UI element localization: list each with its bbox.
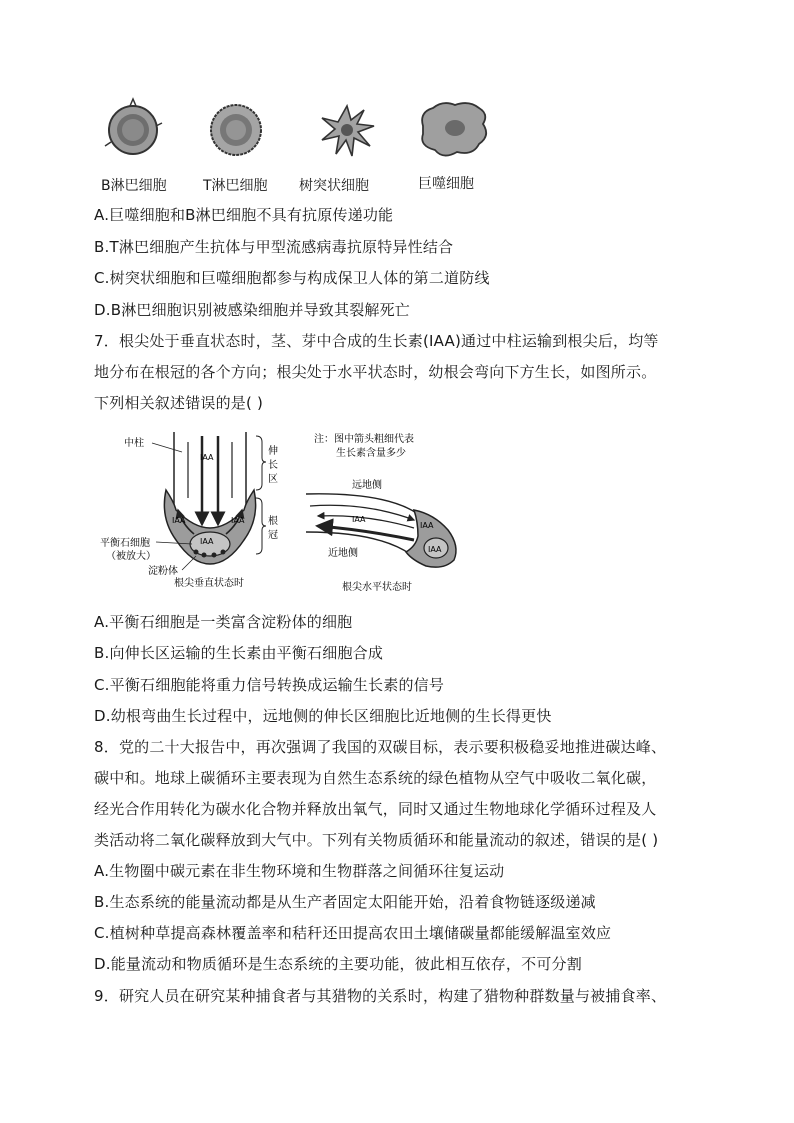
root-tip-figure [96, 428, 476, 603]
q6-option-a: A.巨噬细胞和B淋巴细胞不具有抗原传递功能 [94, 206, 394, 224]
q7-stem-line-3: 下列相关叙述错误的是( ) [94, 394, 264, 412]
q8-stem-line-1: 8．党的二十大报告中，再次强调了我国的双碳目标，表示要积极稳妥地推进碳达峰、 [94, 738, 667, 756]
note-line-2: 生长素含量多少 [336, 448, 406, 459]
q7-stem-line-2: 地分布在根冠的各个方向；根尖处于水平状态时，幼根会弯向下方生长，如图所示。 [94, 363, 657, 381]
caption-vertical: 根尖垂直状态时 [174, 578, 244, 589]
label-chang: 长 [268, 460, 278, 471]
q6-option-c: C.树突状细胞和巨噬细胞都参与构成保卫人体的第二道防线 [94, 269, 490, 287]
q9-stem-line-1: 9．研究人员在研究某种捕食者与其猎物的关系时，构建了猎物种群数量与被捕食率、 [94, 987, 667, 1005]
q8-stem-line-4: 类活动将二氧化碳释放到大气中。下列有关物质循环和能量流动的叙述，错误的是( ) [94, 831, 659, 849]
label-iaa-horizontal: IAA [352, 515, 366, 524]
label-zhongzhu: 中柱 [124, 438, 144, 449]
q8-option-d: D.能量流动和物质循环是生态系统的主要功能，彼此相互依存，不可分割 [94, 955, 582, 973]
dendritic-cell-image [316, 96, 378, 168]
label-yuandi: 远地侧 [352, 480, 382, 491]
label-iaa-vertical: IAA [200, 453, 214, 462]
label-jindi: 近地侧 [328, 548, 358, 559]
macrophage-image [413, 96, 491, 168]
cell-label-dendritic: 树突状细胞 [299, 178, 369, 194]
label-qu: 区 [268, 474, 278, 485]
label-fangda: （被放大） [106, 551, 156, 562]
b-lymphocyte-image [103, 96, 163, 168]
q8-option-a: A.生物圈中碳元素在非生物环境和生物群落之间循环往复运动 [94, 862, 505, 880]
cell-label-t: T淋巴细胞 [203, 178, 268, 194]
q6-option-d: D.B淋巴细胞识别被感染细胞并导致其裂解死亡 [94, 301, 411, 319]
horizontal-root-diagram [306, 432, 456, 593]
label-pingheng: 平衡石细胞 [100, 538, 150, 549]
label-guan: 冠 [268, 530, 278, 541]
q7-stem-line-1: 7．根尖处于垂直状态时，茎、芽中合成的生长素(IAA)通过中柱运输到根尖后，均等 [94, 332, 659, 350]
cell-label-macrophage: 巨噬细胞 [418, 176, 474, 192]
label-iaa-h-cap: IAA [428, 545, 442, 554]
caption-horizontal: 根尖水平状态时 [342, 582, 412, 593]
label-gen: 根 [268, 516, 278, 527]
q6-option-b: B.T淋巴细胞产生抗体与甲型流感病毒抗原特异性结合 [94, 238, 454, 256]
q7-option-a: A.平衡石细胞是一类富含淀粉体的细胞 [94, 613, 353, 631]
q8-stem-line-2: 碳中和。地球上碳循环主要表现为自然生态系统的绿色植物从空气中吸收二氧化碳， [94, 769, 657, 787]
q8-option-c: C.植树种草提高森林覆盖率和秸秆还田提高农田土壤储碳量都能缓解温室效应 [94, 924, 612, 942]
label-iaa-h-upper: IAA [420, 521, 434, 530]
label-iaa-cap: IAA [200, 537, 214, 546]
q7-option-b: B.向伸长区运输的生长素由平衡石细胞合成 [94, 644, 384, 662]
note-line-1: 注：图中箭头粗细代表 [314, 434, 414, 445]
q7-option-c: C.平衡石细胞能将重力信号转换成运输生长素的信号 [94, 676, 445, 694]
label-iaa-left: IAA [172, 516, 186, 525]
label-shen: 伸 [268, 446, 278, 457]
label-dianfen: 淀粉体 [148, 566, 178, 577]
cell-label-b: B淋巴细胞 [101, 178, 167, 194]
q8-option-b: B.生态系统的能量流动都是从生产者固定太阳能开始，沿着食物链逐级递减 [94, 893, 596, 911]
q7-option-d: D.幼根弯曲生长过程中，远地侧的伸长区细胞比近地侧的生长得更快 [94, 707, 552, 725]
vertical-root-diagram [100, 432, 278, 589]
q8-stem-line-3: 经光合作用转化为碳水化合物并释放出氧气，同时又通过生物地球化学循环过程及人 [94, 800, 657, 818]
label-iaa-right: IAA [231, 516, 245, 525]
t-lymphocyte-image [206, 96, 266, 168]
